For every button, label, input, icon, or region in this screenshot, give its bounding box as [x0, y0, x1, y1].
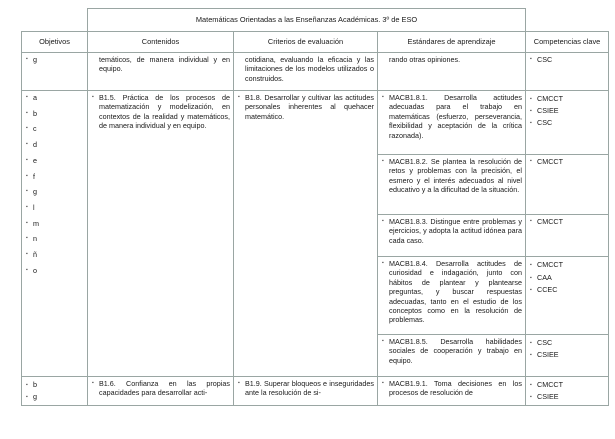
- objetivo-item: ▪ e: [25, 156, 84, 165]
- criterios-cell: [234, 53, 378, 91]
- estandar-text: rando otras opiniones.: [389, 55, 461, 64]
- objetivo-item: ▪ l: [25, 203, 84, 212]
- column-header-estandares: Estándares de aprendizaje: [378, 32, 526, 53]
- objetivo-item: ▪ n: [25, 234, 84, 243]
- table-title: Matemáticas Orientadas a las Enseñanzas Académicas. 3º de ESO: [88, 9, 526, 32]
- competencia-item: ▪ CSIEE: [529, 349, 605, 361]
- contenido-item: ▪ B1.5. Práctica de los procesos de matematización y modelización, en contextos de la realidad y matemáticos, de manera individual y en equipo.: [91, 93, 230, 131]
- column-header-criterios: Criterios de evaluación: [234, 32, 378, 53]
- objetivos-cell: [22, 377, 88, 406]
- competencias-cell: [526, 335, 609, 377]
- objetivo-item: ▪ g: [25, 55, 84, 64]
- objetivo-item: ▪ d: [25, 140, 84, 149]
- contenido-item: ▪ B1.6. Confianza en las propias capacidades para desarrollar acti-: [91, 379, 230, 398]
- competencia-item: ▪ CSC: [529, 117, 605, 129]
- criterio-item: ▪ B1.9. Superar bloqueos e inseguridades ante la resolución de si-: [237, 379, 374, 398]
- contenidos-cell: [88, 377, 234, 406]
- contenidos-cell: [88, 91, 234, 377]
- estandar-item: ▪ MACB1.8.1. Desarrolla actitudes adecuadas para el trabajo en matemáticas (esfuerzo, perseverancia, flexibilidad y aceptación de la crítica razonada).: [381, 93, 522, 140]
- estandar-item: ▪ MACB1.8.5. Desarrolla habilidades sociales de cooperación y trabajo en equipo.: [381, 337, 522, 365]
- estandar-item: ▪ MACB1.8.3. Distingue entre problemas y ejercicios, y adopta la actitud idónea para cada caso.: [381, 217, 522, 245]
- table-row: [22, 91, 609, 155]
- competencias-cell: [526, 53, 609, 91]
- competencias-cell: [526, 155, 609, 215]
- competencia-item: ▪ CMCCT: [529, 379, 605, 391]
- competencias-cell: [526, 215, 609, 257]
- competencia-item: ▪ CCEC: [529, 284, 605, 297]
- competencia-item: ▪ CMCCT: [529, 259, 605, 272]
- table-row: [22, 53, 609, 91]
- objetivo-item: ▪ m: [25, 219, 84, 228]
- objetivo-item: ▪ b: [25, 109, 84, 118]
- criterios-text: cotidiana, evaluando la eficacia y las limitaciones de los modelos utilizados o construidos.: [245, 55, 374, 83]
- estandar-cell: [378, 215, 526, 257]
- title-row: [22, 9, 609, 32]
- column-header-competencias: Competencias clave: [526, 32, 609, 53]
- criterios-cell: [234, 91, 378, 377]
- objetivo-item: ▪ o: [25, 266, 84, 275]
- column-header-row: [22, 32, 609, 53]
- objetivos-cell: [22, 91, 88, 377]
- estandar-cell: [378, 91, 526, 155]
- objetivo-item: ▪ a: [25, 93, 84, 102]
- objetivo-item: ▪ f: [25, 172, 84, 181]
- competencia-item: ▪ CSIEE: [529, 105, 605, 117]
- column-header-contenidos: Contenidos: [88, 32, 234, 53]
- competencia-item: ▪ CMCCT: [529, 93, 605, 105]
- competencia-item: ▪ CMCCT: [529, 217, 605, 226]
- estandar-item: ▪ MACB1.8.4. Desarrolla actitudes de curiosidad e indagación, junto con hábitos de plantear y plantearse preguntas, y buscar respuestas adecuadas, tanto en el estudio de los conceptos como en la resolución de problemas.: [381, 259, 522, 325]
- blank-corner-cell-right: [526, 9, 609, 32]
- estandar-cell: [378, 53, 526, 91]
- competencia-item: ▪ CMCCT: [529, 157, 605, 166]
- column-header-objetivos: Objetivos: [22, 32, 88, 53]
- contenidos-text: temáticos, de manera individual y en equipo.: [99, 55, 230, 74]
- competencia-item: ▪ CSC: [529, 55, 605, 64]
- objetivo-item: ▪ g: [25, 391, 84, 403]
- competencias-cell: [526, 377, 609, 406]
- competencia-item: ▪ CSC: [529, 337, 605, 349]
- curriculum-table: [21, 8, 609, 406]
- contenidos-cell: [88, 53, 234, 91]
- objetivos-cell: [22, 53, 88, 91]
- objetivo-item: ▪ g: [25, 187, 84, 196]
- estandar-cell: [378, 155, 526, 215]
- objetivo-item: ▪ c: [25, 124, 84, 133]
- estandar-cell: [378, 377, 526, 406]
- blank-corner-cell: [22, 9, 88, 32]
- table-row: [22, 377, 609, 406]
- objetivo-item: ▪ b: [25, 379, 84, 391]
- criterios-cell: [234, 377, 378, 406]
- estandar-item: ▪ MACB1.8.2. Se plantea la resolución de retos y problemas con la precisión, el esmero y el interés adecuados al nivel educativo y a la dificultad de la situación.: [381, 157, 522, 195]
- objetivo-item: ▪ ñ: [25, 250, 84, 259]
- estandar-cell: [378, 257, 526, 335]
- competencias-cell: [526, 91, 609, 155]
- competencia-item: ▪ CAA: [529, 272, 605, 285]
- competencia-item: ▪ CSIEE: [529, 391, 605, 403]
- estandar-item: ▪ MACB1.9.1. Toma decisiones en los procesos de resolución de: [381, 379, 522, 398]
- criterio-item: ▪ B1.8. Desarrollar y cultivar las actitudes personales inherentes al quehacer matemático.: [237, 93, 374, 121]
- competencias-cell: [526, 257, 609, 335]
- estandar-cell: [378, 335, 526, 377]
